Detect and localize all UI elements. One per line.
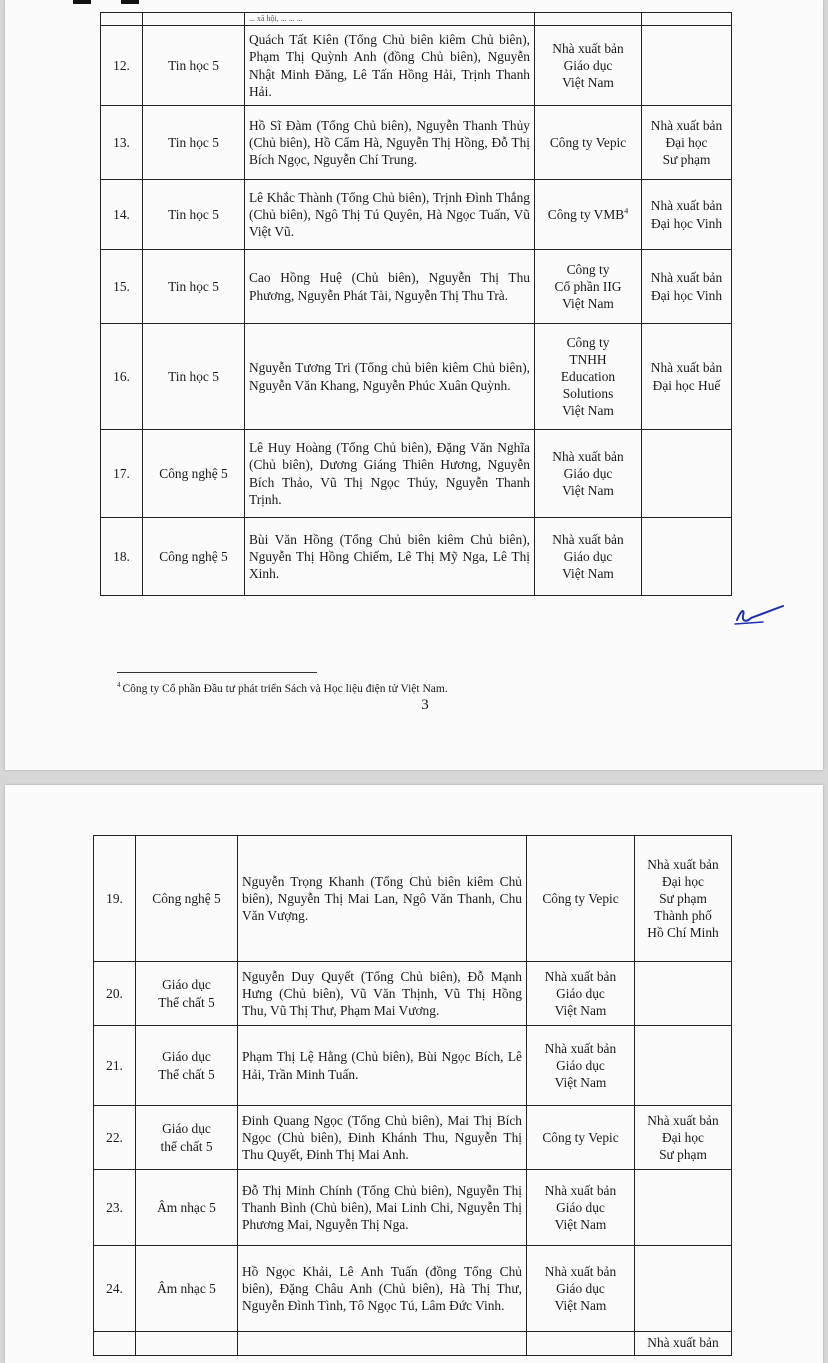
row-number: 23.	[94, 1170, 136, 1246]
footnote	[117, 681, 448, 695]
table-row	[101, 518, 732, 596]
authors: Lê Khắc Thành (Tổng Chủ biên), Trịnh Đình Thắng (Chủ biên), Ngô Thị Tú Quyên, Hà Ngọc Tuấn, Vũ Việt Vũ.	[245, 180, 535, 250]
partner-publisher: Nhà xuất bản Đại học Sư phạm Thành phố Hồ Chí Minh	[635, 836, 732, 962]
header-remnant-text: ... xã hội, ... ... ...	[249, 15, 303, 23]
publisher: Công ty Cổ phần IIG Việt Nam	[535, 250, 642, 324]
authors: Nguyễn Tương Tri (Tổng chủ biên kiêm Chủ biên), Nguyễn Văn Khang, Nguyễn Phúc Xuân Quỳnh.	[245, 324, 535, 430]
footnote-marker: 4	[117, 681, 121, 689]
row-number: 21.	[94, 1026, 136, 1106]
book-title: Công nghệ 5	[143, 430, 245, 518]
table-row	[94, 962, 732, 1026]
authors: Quách Tất Kiên (Tổng Chủ biên kiêm Chủ biên), Phạm Thị Quỳnh Anh (đồng Chủ biên), Nguyễn Nhật Minh Đăng, Lê Tấn Hồng Hải, Trịnh Thanh Hải.	[245, 26, 535, 106]
publisher: Nhà xuất bản Giáo dục Việt Nam	[527, 962, 635, 1026]
authors: Hồ Sĩ Đàm (Tổng Chủ biên), Nguyễn Thanh Thủy (Chủ biên), Hồ Cẩm Hà, Nguyễn Thị Hồng, Đỗ Thị Bích Ngọc, Nguyễn Chí Trung.	[245, 106, 535, 180]
row-number: 20.	[94, 962, 136, 1026]
row-number: 14.	[101, 180, 143, 250]
authors: Nguyễn Duy Quyết (Tổng Chủ biên), Đỗ Mạnh Hưng (Chủ biên), Vũ Văn Thịnh, Vũ Thị Hồng Thu, Vũ Thị Thư, Phạm Mai Vương.	[238, 962, 527, 1026]
textbook-table-page-4	[93, 835, 732, 1356]
publisher: Nhà xuất bản Giáo dục Việt Nam	[535, 26, 642, 106]
authors: Lê Huy Hoàng (Tổng Chủ biên), Đặng Văn Nghĩa (Chủ biên), Dương Giáng Thiên Hương, Nguyễn Bích Thảo, Vũ Thị Ngọc Thúy, Nguyễn Thanh Trịnh.	[245, 430, 535, 518]
row-number: 22.	[94, 1106, 136, 1170]
table-row-partial	[94, 1332, 732, 1356]
table-row	[101, 26, 732, 106]
row-number: 12.	[101, 26, 143, 106]
table-row	[94, 1026, 732, 1106]
book-title: Âm nhạc 5	[136, 1246, 238, 1332]
row-number: 24.	[94, 1246, 136, 1332]
signature-mark	[733, 598, 793, 628]
document-page-4	[5, 785, 823, 1363]
publisher: Nhà xuất bản Giáo dục Việt Nam	[527, 1246, 635, 1332]
publisher-name: Công ty VMB	[547, 206, 625, 222]
publisher: Công ty Vepic	[535, 106, 642, 180]
top-edge-marks	[73, 0, 163, 4]
partner-publisher	[635, 1246, 732, 1332]
partner-publisher	[635, 962, 732, 1026]
row-number: 19.	[94, 836, 136, 962]
textbook-table-page-3	[100, 12, 732, 596]
authors: Nguyễn Trọng Khanh (Tổng Chủ biên kiêm Chủ biên), Nguyễn Thị Mai Lan, Ngô Văn Thanh, Chu Văn Vượng.	[238, 836, 527, 962]
partner-publisher	[635, 1026, 732, 1106]
partner-publisher	[642, 518, 732, 596]
partner-publisher: Nhà xuất bản Đại học Sư phạm	[635, 1106, 732, 1170]
book-title: Tin học 5	[143, 26, 245, 106]
table-row	[101, 180, 732, 250]
partner-publisher	[642, 26, 732, 106]
book-title: Tin học 5	[143, 250, 245, 324]
partner-publisher	[635, 1170, 732, 1246]
row-number: 17.	[101, 430, 143, 518]
authors: Hồ Ngọc Khải, Lê Anh Tuấn (đồng Tổng Chủ biên), Đặng Châu Anh (Chủ biên), Hà Thị Thư, Nguyễn Đình Tình, Tô Ngọc Tú, Lâm Đức Vinh.	[238, 1246, 527, 1332]
book-title: Tin học 5	[143, 106, 245, 180]
table-row	[94, 1246, 732, 1332]
table-row	[101, 250, 732, 324]
table-row	[101, 430, 732, 518]
partner-publisher: Nhà xuất bản Đại học Huế	[642, 324, 732, 430]
authors: Bùi Văn Hồng (Tổng Chủ biên kiêm Chủ biên), Nguyễn Thị Hồng Chiếm, Lê Thị Mỹ Nga, Lê Thị Xinh.	[245, 518, 535, 596]
publisher	[535, 180, 642, 250]
publisher: Nhà xuất bản Giáo dục Việt Nam	[535, 430, 642, 518]
publisher: Nhà xuất bản Giáo dục Việt Nam	[527, 1170, 635, 1246]
book-title: Giáo dục Thể chất 5	[136, 1026, 238, 1106]
book-title: Âm nhạc 5	[136, 1170, 238, 1246]
document-page-3	[5, 0, 823, 770]
table-row	[94, 836, 732, 962]
row-number: 18.	[101, 518, 143, 596]
table-row	[94, 1170, 732, 1246]
book-title: Giáo dục thể chất 5	[136, 1106, 238, 1170]
row-number: 13.	[101, 106, 143, 180]
footnote-ref: 4	[624, 206, 629, 216]
publisher: Công ty Vepic	[527, 836, 635, 962]
table-row	[101, 324, 732, 430]
table-header-remnant	[101, 13, 732, 26]
publisher: Công ty TNHH Education Solutions Việt Nam	[535, 324, 642, 430]
partner-publisher: Nhà xuất bản Đại học Vinh	[642, 180, 732, 250]
partner-publisher: Nhà xuất bản	[635, 1332, 732, 1356]
row-number: 16.	[101, 324, 143, 430]
partner-publisher	[642, 430, 732, 518]
book-title: Công nghệ 5	[143, 518, 245, 596]
book-title: Giáo dục Thể chất 5	[136, 962, 238, 1026]
page-number: 3	[421, 697, 429, 713]
partner-publisher: Nhà xuất bản Đại học Sư phạm	[642, 106, 732, 180]
row-number: 15.	[101, 250, 143, 324]
book-title: Tin học 5	[143, 180, 245, 250]
book-title: Công nghệ 5	[136, 836, 238, 962]
book-title: Tin học 5	[143, 324, 245, 430]
publisher: Công ty Vepic	[527, 1106, 635, 1170]
authors: Phạm Thị Lệ Hằng (Chủ biên), Bùi Ngọc Bích, Lê Hải, Trần Minh Tuấn.	[238, 1026, 527, 1106]
table-row	[101, 106, 732, 180]
partner-publisher: Nhà xuất bản Đại học Vinh	[642, 250, 732, 324]
authors: Đinh Quang Ngọc (Tổng Chủ biên), Mai Thị Bích Ngọc (Chủ biên), Đinh Khánh Thu, Nguyễn Thị Thu Quyết, Đinh Thị Mai Anh.	[238, 1106, 527, 1170]
publisher: Nhà xuất bản Giáo dục Việt Nam	[527, 1026, 635, 1106]
table-row	[94, 1106, 732, 1170]
footnote-text: Công ty Cổ phần Đầu tư phát triển Sách và Học liệu điện tử Việt Nam.	[122, 682, 448, 695]
authors: Cao Hồng Huệ (Chủ biên), Nguyễn Thị Thu Phương, Nguyễn Phát Tài, Nguyễn Thị Thu Trà.	[245, 250, 535, 324]
publisher: Nhà xuất bản Giáo dục Việt Nam	[535, 518, 642, 596]
footnote-separator	[117, 672, 317, 673]
authors: Đỗ Thị Minh Chính (Tổng Chủ biên), Nguyễn Thị Thanh Bình (Chủ biên), Mai Linh Chi, Nguyễn Thị Phương Mai, Nguyễn Thị Nga.	[238, 1170, 527, 1246]
